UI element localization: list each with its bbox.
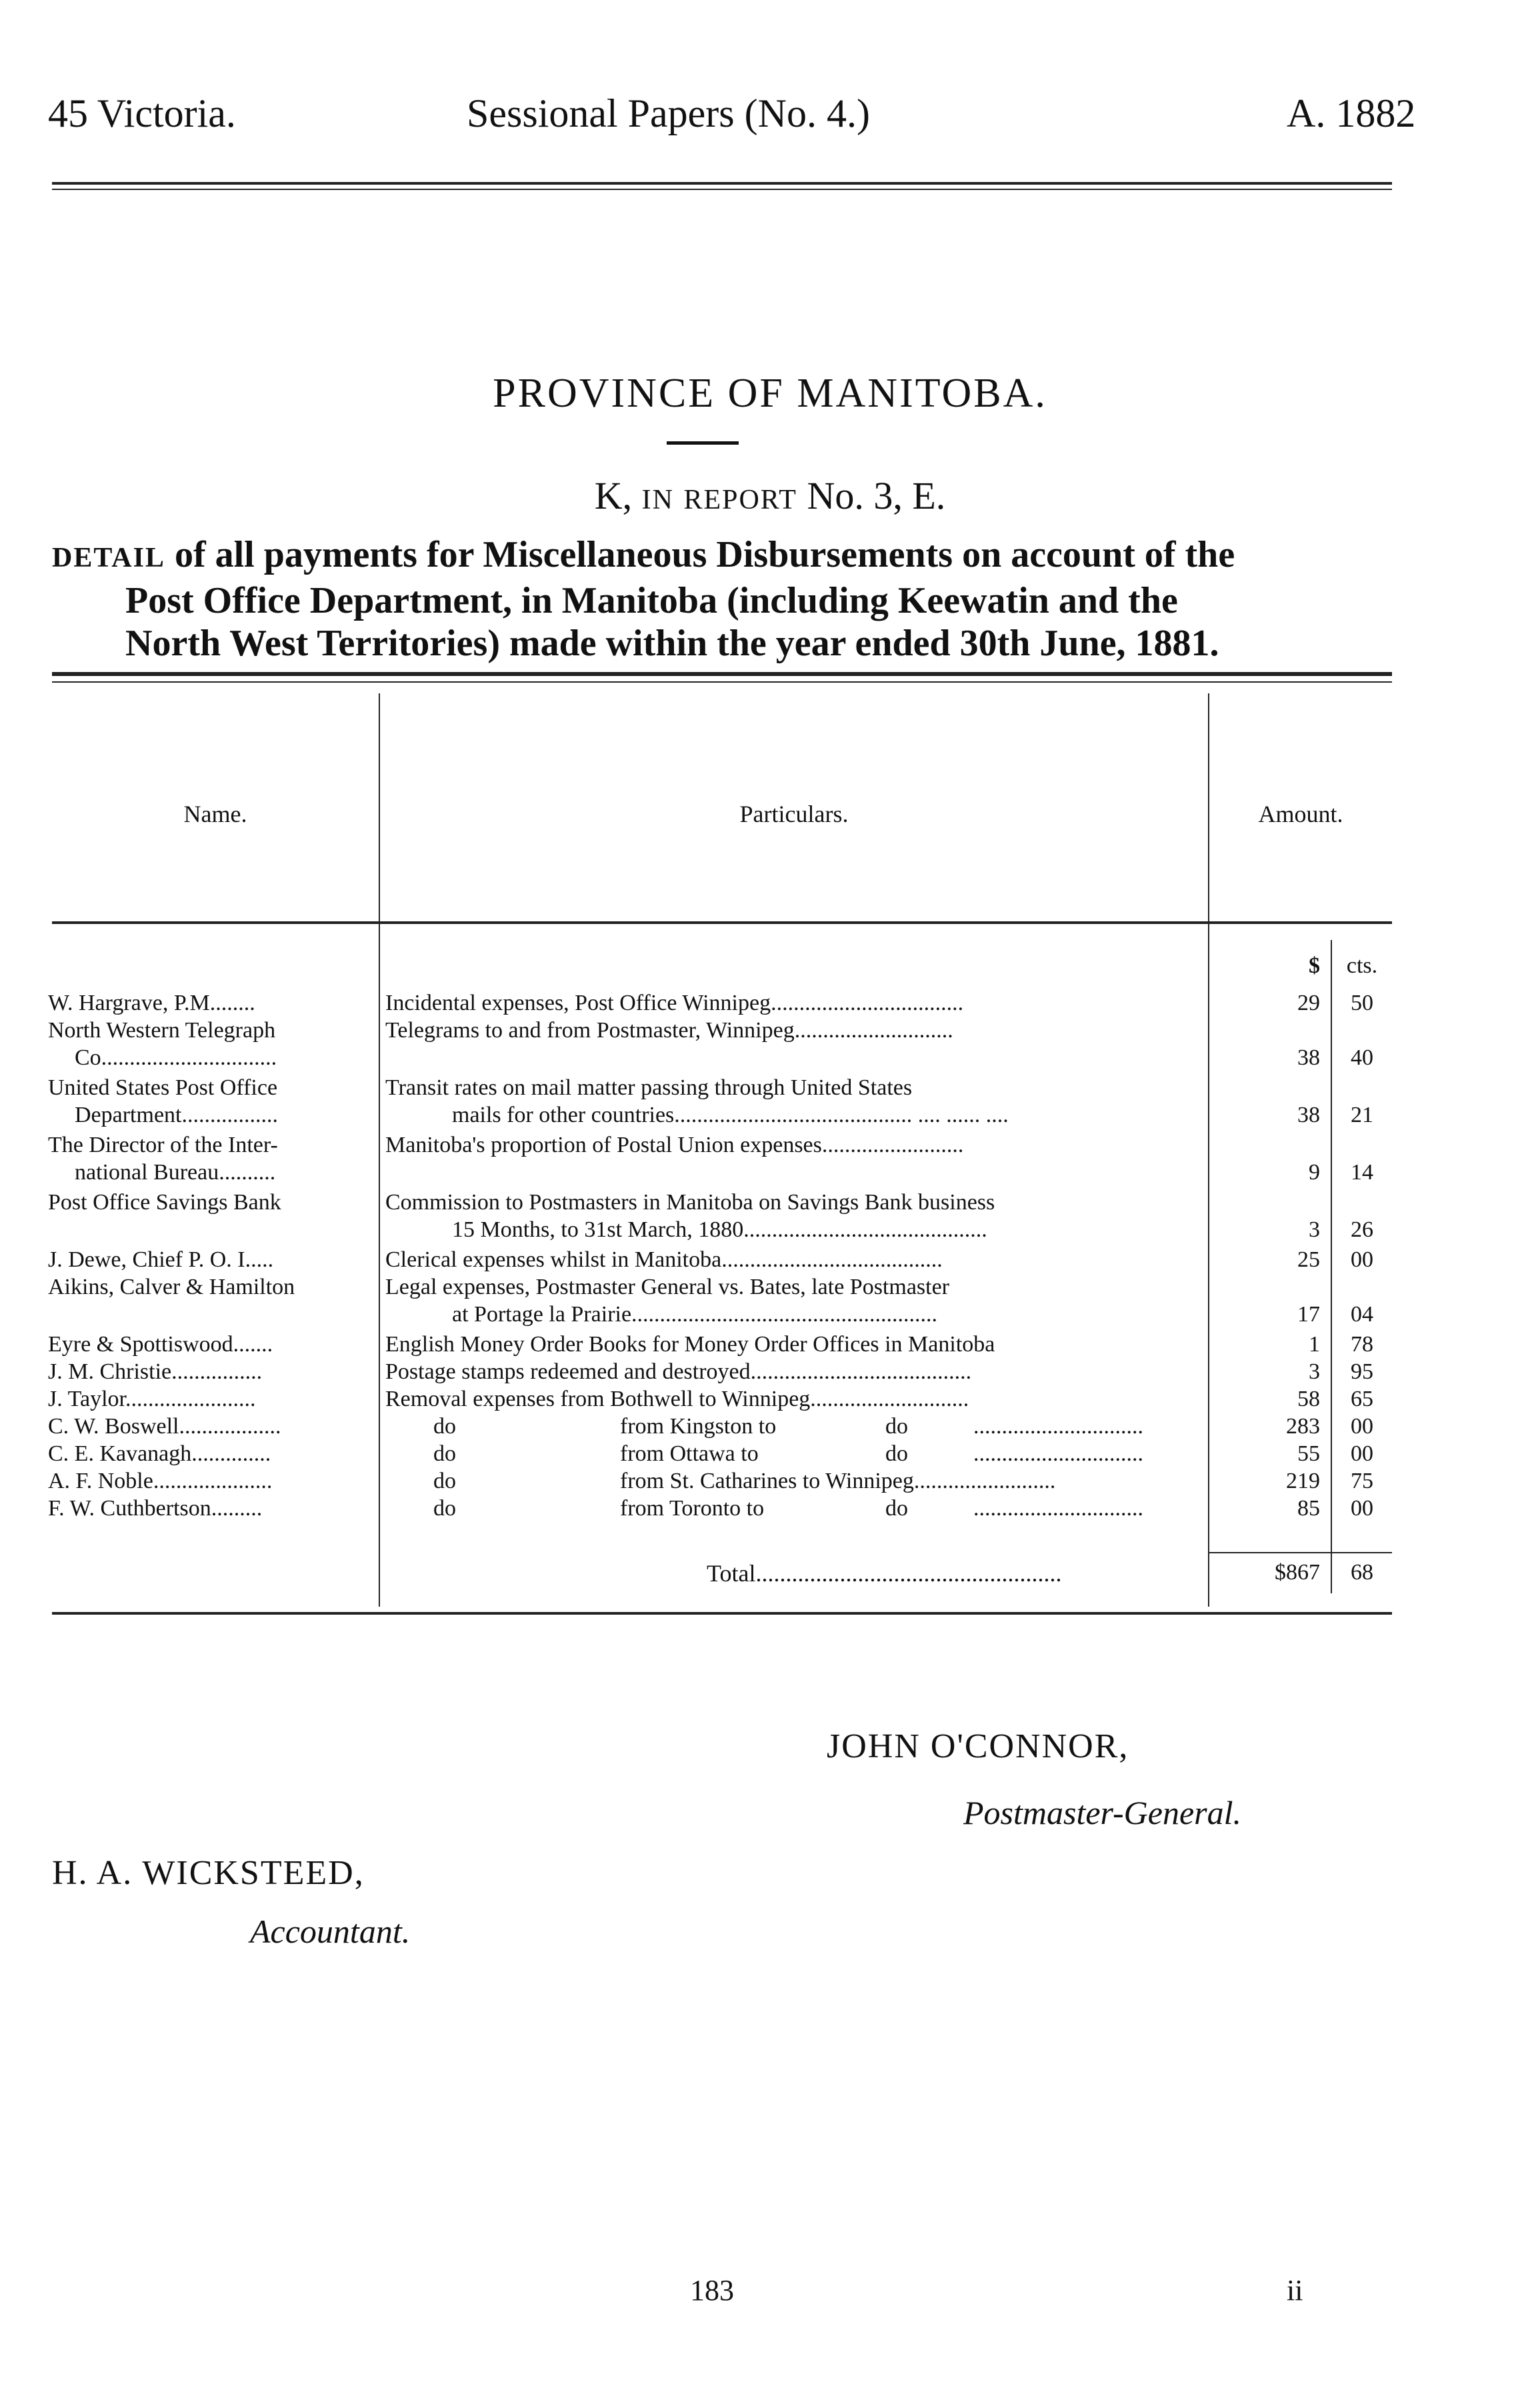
- col-divider-particulars: [1208, 693, 1209, 1607]
- accountant-name: H. A. WICKSTEED,: [52, 1854, 365, 1892]
- column-header-amount: Amount.: [1258, 801, 1343, 827]
- detail-line-3: North West Territories) made within the year ended 30th June, 1881.: [125, 623, 1219, 664]
- row-name: Co...............................: [75, 1045, 277, 1070]
- row-particulars: Transit rates on mail matter passing through United States: [385, 1075, 913, 1100]
- total-cents: 68: [1351, 1560, 1373, 1585]
- row-dollars: 3: [1309, 1359, 1320, 1384]
- row-particulars: ..............................: [973, 1496, 1143, 1521]
- row-name: W. Hargrave, P.M........: [48, 991, 255, 1015]
- report-k: K,: [594, 474, 633, 517]
- row-particulars: 15 Months, to 31st March, 1880...........................................: [452, 1217, 987, 1242]
- row-particulars: do: [433, 1414, 456, 1439]
- row-particulars: ..............................: [973, 1414, 1143, 1439]
- header-rule: [52, 182, 1392, 185]
- row-dollars: 25: [1297, 1247, 1320, 1272]
- row-cents: 95: [1351, 1359, 1373, 1384]
- row-dollars: 3: [1309, 1217, 1320, 1242]
- col-divider-name: [379, 693, 380, 1607]
- column-header-name: Name.: [183, 801, 247, 827]
- row-dollars: 219: [1286, 1469, 1320, 1493]
- row-particulars: from Toronto to: [620, 1496, 765, 1521]
- unit-dollars: $: [1309, 953, 1320, 978]
- row-dollars: 283: [1286, 1414, 1320, 1439]
- table-top-rule: [52, 672, 1392, 676]
- title-rule: [667, 441, 739, 445]
- header-session: 45 Victoria.: [48, 91, 236, 135]
- detail-line-2: Post Office Department, in Manitoba (including Keewatin and the: [125, 580, 1178, 621]
- row-cents: 00: [1351, 1496, 1373, 1521]
- row-particulars: Incidental expenses, Post Office Winnipeg..................................: [385, 991, 964, 1015]
- row-particulars: English Money Order Books for Money Order Offices in Manitoba: [385, 1332, 995, 1357]
- table-top-rule-2: [52, 681, 1392, 683]
- detail-line-1: DETAIL of all payments for Miscellaneous Disbursements on account of the: [52, 534, 1235, 575]
- postmaster-title: Postmaster-General.: [963, 1794, 1241, 1831]
- row-particulars: Removal expenses from Bothwell to Winnipeg............................: [385, 1387, 969, 1411]
- total-dollars: $867: [1275, 1560, 1320, 1585]
- row-particulars: Commission to Postmasters in Manitoba on Savings Bank business: [385, 1190, 995, 1215]
- detail-lead: DETAIL: [52, 543, 165, 573]
- row-particulars: do: [433, 1441, 456, 1466]
- row-particulars: Legal expenses, Postmaster General vs. Bates, late Postmaster: [385, 1275, 949, 1299]
- postmaster-name: JOHN O'CONNOR,: [827, 1727, 1129, 1765]
- row-name: The Director of the Inter-: [48, 1133, 278, 1157]
- row-name: J. Dewe, Chief P. O. I.....: [48, 1247, 274, 1272]
- report-reference: [0, 473, 1540, 518]
- row-particulars: mails for other countries.......................................... .... ...... ....: [452, 1103, 1009, 1127]
- row-name: Aikins, Calver & Hamilton: [48, 1275, 295, 1299]
- row-cents: 00: [1351, 1414, 1373, 1439]
- section-number: ii: [1287, 2274, 1303, 2307]
- total-label: Total...................................................: [707, 1560, 1062, 1587]
- row-name: United States Post Office: [48, 1075, 278, 1100]
- row-particulars: Clerical expenses whilst in Manitoba.......................................: [385, 1247, 943, 1272]
- header-rule-2: [52, 189, 1392, 190]
- row-dollars: 55: [1297, 1441, 1320, 1466]
- row-cents: 00: [1351, 1247, 1373, 1272]
- report-number: No. 3, E.: [807, 474, 946, 517]
- header-year: A. 1882: [1287, 91, 1416, 135]
- row-cents: 04: [1351, 1302, 1373, 1327]
- row-name: North Western Telegraph: [48, 1018, 276, 1043]
- page-number: 183: [690, 2274, 734, 2307]
- row-particulars: Telegrams to and from Postmaster, Winnipeg............................: [385, 1018, 953, 1043]
- row-cents: 40: [1351, 1045, 1373, 1070]
- row-particulars: do: [433, 1469, 456, 1493]
- row-name: Department.................: [75, 1103, 278, 1127]
- report-word: REPORT: [683, 485, 797, 515]
- row-name: J. M. Christie................: [48, 1359, 263, 1384]
- column-header-particulars: Particulars.: [739, 801, 849, 827]
- row-dollars: 58: [1297, 1387, 1320, 1411]
- row-dollars: 38: [1297, 1103, 1320, 1127]
- row-particulars: do: [885, 1441, 908, 1466]
- row-name: A. F. Noble.....................: [48, 1469, 273, 1493]
- header-bottom-rule: [52, 921, 1392, 924]
- row-cents: 21: [1351, 1103, 1373, 1127]
- row-particulars: do: [885, 1496, 908, 1521]
- row-name: C. W. Boswell..................: [48, 1414, 281, 1439]
- row-cents: 75: [1351, 1469, 1373, 1493]
- row-dollars: 9: [1309, 1160, 1320, 1185]
- row-dollars: 85: [1297, 1496, 1320, 1521]
- row-name: F. W. Cuthbertson.........: [48, 1496, 263, 1521]
- row-name: Post Office Savings Bank: [48, 1190, 281, 1215]
- row-dollars: 1: [1309, 1332, 1320, 1357]
- table-bottom-rule: [52, 1612, 1392, 1615]
- row-particulars: ..............................: [973, 1441, 1143, 1466]
- report-in: IN: [641, 485, 674, 515]
- total-top-rule: [1209, 1552, 1392, 1553]
- detail-description: [52, 533, 1399, 665]
- row-name: C. E. Kavanagh..............: [48, 1441, 271, 1466]
- unit-cents: cts.: [1346, 953, 1378, 978]
- row-particulars: do: [433, 1496, 456, 1521]
- row-dollars: 38: [1297, 1045, 1320, 1070]
- row-particulars: from St. Catharines to Winnipeg.........................: [620, 1469, 1056, 1493]
- row-cents: 00: [1351, 1441, 1373, 1466]
- row-cents: 65: [1351, 1387, 1373, 1411]
- row-cents: 14: [1351, 1160, 1373, 1185]
- province-title: PROVINCE OF MANITOBA.: [493, 371, 1047, 416]
- row-particulars: from Kingston to: [620, 1414, 777, 1439]
- row-particulars: do: [885, 1414, 908, 1439]
- row-name: national Bureau..........: [75, 1160, 276, 1185]
- row-cents: 50: [1351, 991, 1373, 1015]
- row-cents: 26: [1351, 1217, 1373, 1242]
- row-dollars: 29: [1297, 991, 1320, 1015]
- row-cents: 78: [1351, 1332, 1373, 1357]
- header-sessional-papers: Sessional Papers (No. 4.): [467, 91, 870, 135]
- row-particulars: at Portage la Prairie......................................................: [452, 1302, 938, 1327]
- row-name: J. Taylor.......................: [48, 1387, 256, 1411]
- row-particulars: from Ottawa to: [620, 1441, 759, 1466]
- row-particulars: Postage stamps redeemed and destroyed.......................................: [385, 1359, 972, 1384]
- row-dollars: 17: [1297, 1302, 1320, 1327]
- accountant-title: Accountant.: [250, 1913, 411, 1950]
- row-name: Eyre & Spottiswood.......: [48, 1332, 273, 1357]
- row-particulars: Manitoba's proportion of Postal Union expenses.........................: [385, 1133, 964, 1157]
